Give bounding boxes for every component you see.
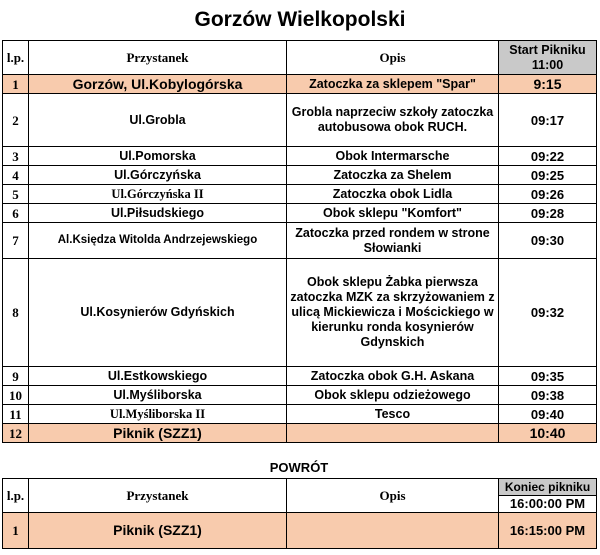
row-stop: Gorzów, Ul.Kobylogórska (29, 75, 287, 94)
row-desc: Tesco (287, 405, 499, 424)
row-time: 09:22 (499, 147, 597, 166)
table-row (3, 424, 597, 443)
table-row (3, 405, 597, 424)
row-desc: Zatoczka obok Lidla (287, 185, 499, 204)
row-time: 09:38 (499, 386, 597, 405)
row-stop: Ul.Myśliborska (29, 386, 287, 405)
table-row (3, 223, 597, 259)
row-stop: Ul.Myśliborska II (29, 405, 287, 424)
return-header-end (499, 479, 597, 513)
page-title: Gorzów Wielkopolski (194, 8, 406, 31)
row-time: 9:15 (499, 75, 597, 94)
row-stop: Al.Księdza Witolda Andrzejewskiego (29, 223, 287, 259)
header-desc: Opis (287, 41, 499, 75)
return-row-time: 16:15:00 PM (499, 513, 597, 549)
row-time: 09:28 (499, 204, 597, 223)
return-row-stop: Piknik (SZZ1) (29, 513, 287, 549)
table-row (3, 185, 597, 204)
departure-schedule-table (2, 40, 597, 443)
row-time: 10:40 (499, 424, 597, 443)
row-desc (287, 424, 499, 443)
row-lp: 1 (3, 75, 29, 94)
row-time: 09:30 (499, 223, 597, 259)
row-time: 09:26 (499, 185, 597, 204)
table-row (3, 204, 597, 223)
row-lp: 8 (3, 259, 29, 367)
return-header-row (3, 479, 597, 513)
row-desc: Obok sklepu "Komfort" (287, 204, 499, 223)
row-time: 09:17 (499, 94, 597, 147)
row-stop: Ul.Grobla (29, 94, 287, 147)
return-schedule-table (2, 478, 597, 549)
row-time: 09:35 (499, 367, 597, 386)
table-row (3, 367, 597, 386)
row-lp: 11 (3, 405, 29, 424)
end-label: Koniec pikniku (499, 479, 596, 496)
row-desc: Obok sklepu odzieżowego (287, 386, 499, 405)
row-time: 09:32 (499, 259, 597, 367)
row-lp: 5 (3, 185, 29, 204)
header-lp: l.p. (3, 41, 29, 75)
row-time: 09:25 (499, 166, 597, 185)
header-row (3, 41, 597, 75)
table-row (3, 166, 597, 185)
header-start (499, 41, 597, 75)
row-stop: Ul.Górczyńska II (29, 185, 287, 204)
header-stop: Przystanek (29, 41, 287, 75)
row-desc: Zatoczka za Shelem (287, 166, 499, 185)
end-time: 16:00:00 PM (509, 496, 586, 511)
start-time: 11:00 (531, 57, 564, 72)
row-desc: Obok Intermarsche (287, 147, 499, 166)
row-stop: Piknik (SZZ1) (29, 424, 287, 443)
return-header-stop: Przystanek (29, 479, 287, 513)
row-lp: 7 (3, 223, 29, 259)
row-lp: 9 (3, 367, 29, 386)
row-desc: Zatoczka przed rondem w strone Słowianki (287, 223, 499, 259)
row-desc: Zatoczka za sklepem "Spar" (287, 75, 499, 94)
return-section-title: POWRÓT (269, 459, 329, 475)
return-row-lp: 1 (3, 513, 29, 549)
table-row (3, 94, 597, 147)
table-row (3, 513, 597, 549)
row-stop: Ul.Górczyńska (29, 166, 287, 185)
row-stop: Ul.Pomorska (29, 147, 287, 166)
table-row (3, 147, 597, 166)
row-lp: 12 (3, 424, 29, 443)
row-stop: Ul.Estkowskiego (29, 367, 287, 386)
row-lp: 3 (3, 147, 29, 166)
row-time: 09:40 (499, 405, 597, 424)
return-header-lp: l.p. (3, 479, 29, 513)
row-lp: 10 (3, 386, 29, 405)
row-desc: Zatoczka obok G.H. Askana (287, 367, 499, 386)
row-desc: Obok sklepu Żabka pierwsza zatoczka MZK za skrzyżowaniem z ulicą Mickiewicza i Mościckiego w kierunku ronda kosynierów Gdynskich (287, 259, 499, 367)
table-row (3, 259, 597, 367)
row-stop: Ul.Kosynierów Gdyńskich (29, 259, 287, 367)
table-row (3, 75, 597, 94)
table-row (3, 386, 597, 405)
row-desc: Grobla naprzeciw szkoły zatoczka autobusowa obok RUCH. (287, 94, 499, 147)
row-lp: 6 (3, 204, 29, 223)
return-row-desc (287, 513, 499, 549)
row-stop: Ul.Piłsudskiego (29, 204, 287, 223)
row-lp: 4 (3, 166, 29, 185)
row-lp: 2 (3, 94, 29, 147)
start-label: Start Pikniku (509, 42, 586, 57)
return-header-desc: Opis (287, 479, 499, 513)
